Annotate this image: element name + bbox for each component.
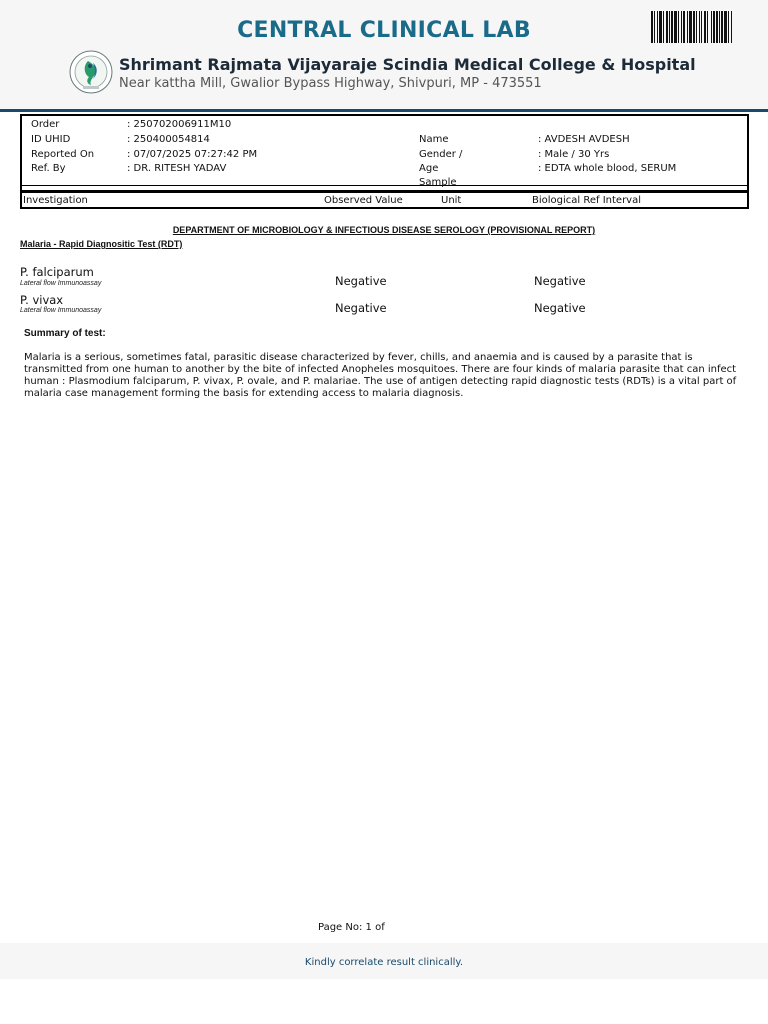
result-observed-value: Negative xyxy=(335,274,387,288)
reported-on-label: Reported On xyxy=(31,149,95,160)
lab-title: CENTRAL CLINICAL LAB xyxy=(237,18,531,43)
gender-label: Gender / xyxy=(419,149,463,160)
order-value: : 250702006911M10 xyxy=(127,119,232,130)
summary-text: Malaria is a serious, sometimes fatal, parasitic disease characterized by fever, chills, and anaemia and is caused by a parasite that is transmitted from one human to another by the bite of infected Anopheles mosquitoes. There are four kinds of malaria parasite that can infect human : Plasmodium falciparum, P. vivax, P. ovale, and P. malariae. The use of antigen detecting rapid diagnostic tests (RDTs) is a vital part of malaria case management forming the basis for extending access to malaria diagnosis. xyxy=(24,352,737,399)
hospital-address: Near kattha Mill, Gwalior Bypass Highway, Shivpuri, MP - 473551 xyxy=(119,76,542,91)
footer-note: Kindly correlate result clinically. xyxy=(304,957,464,968)
result-method: Lateral flow Immunoassay xyxy=(20,307,102,314)
barcode-icon xyxy=(651,11,755,43)
col-ref-interval: Biological Ref Interval xyxy=(532,195,642,206)
patient-info-box xyxy=(20,114,749,192)
result-name: P. vivax xyxy=(20,293,64,307)
sample-value: : EDTA whole blood, SERUM xyxy=(538,163,677,174)
test-group-title: Malaria - Rapid Diagnositic Test (RDT) xyxy=(20,239,183,249)
college-emblem-icon xyxy=(69,50,113,94)
ref-by-value: : DR. RITESH YADAV xyxy=(127,163,227,174)
sample-label: Sample xyxy=(419,177,457,188)
result-method: Lateral flow Immunoassay xyxy=(20,280,102,287)
result-ref-interval: Negative xyxy=(534,274,586,288)
col-unit: Unit xyxy=(441,195,462,206)
order-label: Order xyxy=(31,119,60,130)
info-box-divider xyxy=(22,185,747,186)
header-divider xyxy=(0,109,768,112)
age-label: Age xyxy=(419,163,439,174)
uhid-label: ID UHID xyxy=(31,134,71,145)
result-name: P. falciparum xyxy=(20,265,94,279)
result-observed-value: Negative xyxy=(335,301,387,315)
name-value: : AVDESH AVDESH xyxy=(538,134,630,145)
col-investigation: Investigation xyxy=(23,195,88,206)
result-ref-interval: Negative xyxy=(534,301,586,315)
col-observed-value: Observed Value xyxy=(324,195,403,206)
summary-title: Summary of test: xyxy=(24,328,106,339)
uhid-value: : 250400054814 xyxy=(127,134,210,145)
results-column-header xyxy=(20,192,749,209)
ref-by-label: Ref. By xyxy=(31,163,66,174)
page-number: Page No: 1 of xyxy=(318,922,385,933)
gender-age-value: : Male / 30 Yrs xyxy=(538,149,610,160)
name-label: Name xyxy=(419,134,449,145)
reported-on-value: : 07/07/2025 07:27:42 PM xyxy=(127,149,258,160)
department-title: DEPARTMENT OF MICROBIOLOGY & INFECTIOUS DISEASE SEROLOGY (PROVISIONAL REPORT) xyxy=(172,225,596,235)
hospital-name: Shrimant Rajmata Vijayaraje Scindia Medical College & Hospital xyxy=(119,55,696,74)
